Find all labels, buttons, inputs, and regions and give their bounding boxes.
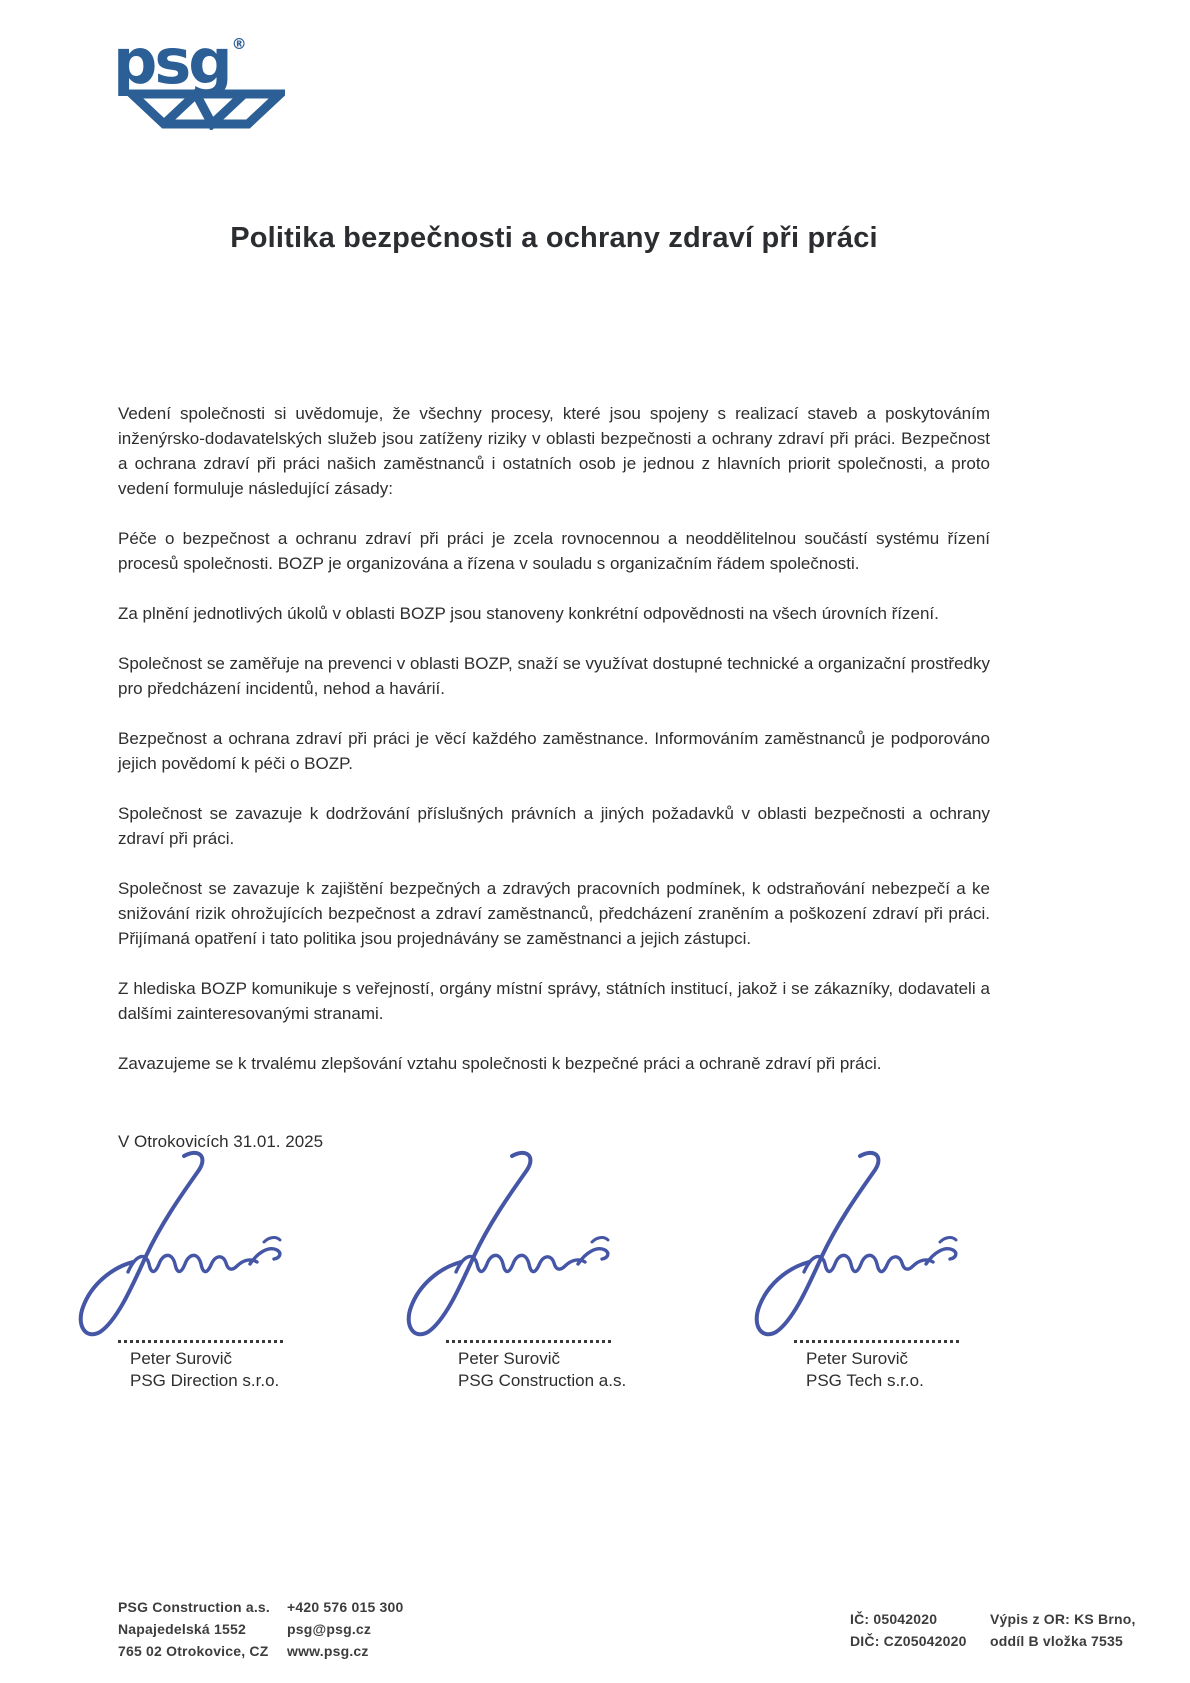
paragraph-intro: Vedení společnosti si uvědomuje, že všechny procesy, které jsou spojeny s realizací staveb a poskytováním inženýrsko-dodavatelských služeb jsou zatíženy riziky v oblasti bezpečnosti a ochrany zdraví při práci. Bezpečnost a ochrana zdraví při práci našich zaměstnanců i ostatních osob je jednou z hlavních priorit společnosti, a proto vedení formuluje následující zásady: (118, 404, 990, 498)
footer-email: psg@psg.cz (287, 1621, 372, 1637)
psg-logo-text: psg (113, 25, 230, 98)
paragraph-responsibilities: Za plnění jednotlivých úkolů v oblasti BOZP jsou stanoveny konkrétní odpovědnosti na všech úrovních řízení. (118, 604, 939, 623)
footer-dic: DIČ: CZ05042020 (850, 1633, 967, 1649)
signer-name: Peter Surovič (458, 1349, 561, 1368)
signer-company: PSG Direction s.r.o. (130, 1371, 280, 1390)
footer-registration-numbers (850, 1608, 967, 1652)
psg-logo-truss-icon (127, 88, 285, 130)
signature-block-psg-construction (408, 1340, 718, 1391)
footer-street: Napajedelská 1552 (118, 1621, 246, 1637)
signer-company: PSG Construction a.s. (458, 1371, 627, 1390)
paragraph-safe-conditions: Společnost se zavazuje k zajištění bezpečných a zdravých pracovních podmínek, k odstraňování nebezpečí a ke snižování rizik ohrožujících bezpečnost a zdraví zaměstnanců, předcházení zraněním a poškození zdraví při práci. Přijímaná opatření i tato politika jsou projednávány se zaměstnanci a jejich zástupci. (118, 879, 990, 948)
footer-website: www.psg.cz (287, 1643, 369, 1659)
handwritten-signature-ink (66, 1144, 301, 1344)
page-title: Politika bezpečnosti a ochrany zdraví při práci (230, 222, 878, 254)
footer-registry-line2: oddíl B vložka 7535 (990, 1633, 1123, 1649)
paragraph-compliance: Společnost se zavazuje k dodržování příslušných právních a jiných požadavků v oblasti bezpečnosti a ochrany zdraví při práci. (118, 804, 990, 848)
psg-logo (113, 25, 293, 130)
policy-body (118, 401, 990, 1154)
date-place-line: V Otrokovicích 31.01. 2025 (118, 1132, 324, 1151)
footer-court-registry (990, 1608, 1136, 1652)
footer-city: 765 02 Otrokovice, CZ (118, 1643, 269, 1659)
signature-block-psg-tech (756, 1340, 1066, 1391)
paragraph-improvement: Zavazujeme se k trvalému zlepšování vztahu společnosti k bezpečné práci a ochraně zdraví při práci. (118, 1054, 882, 1073)
signer-company: PSG Tech s.r.o. (806, 1371, 924, 1390)
handwritten-signature-ink (394, 1144, 629, 1344)
paragraph-care: Péče o bezpečnost a ochranu zdraví při práci je zcela rovnocennou a neoddělitelnou součástí systému řízení procesů společnosti. BOZP je organizována a řízena v souladu s organizačním řádem společnosti. (118, 529, 990, 573)
paragraph-communication: Z hlediska BOZP komunikuje s veřejností, orgány místní správy, státních institucí, jakož i se zákazníky, dodavateli a dalšími zainteresovanými stranami. (118, 979, 990, 1023)
footer-company-address (118, 1596, 270, 1662)
footer-phone: +420 576 015 300 (287, 1599, 404, 1615)
signer-name: Peter Surovič (130, 1349, 233, 1368)
paragraph-prevention: Společnost se zaměřuje na prevenci v oblasti BOZP, snaží se využívat dostupné technické a organizační prostředky pro předcházení incidentů, nehod a havárií. (118, 654, 990, 698)
signature-dotted-line (794, 1340, 959, 1343)
paragraph-awareness: Bezpečnost a ochrana zdraví při práci je věcí každého zaměstnance. Informováním zaměstnanců je podporováno jejich povědomí k péči o BOZP. (118, 729, 990, 773)
registered-trademark-symbol: ® (231, 35, 247, 53)
handwritten-signature-ink (742, 1144, 977, 1344)
psg-logo-wordmark (113, 25, 293, 98)
signer-name: Peter Surovič (806, 1349, 909, 1368)
footer-ic: IČ: 05042020 (850, 1611, 938, 1627)
footer-contact (287, 1596, 403, 1662)
footer-registry-line1: Výpis z OR: KS Brno, (990, 1611, 1136, 1627)
signature-dotted-line (446, 1340, 611, 1343)
signature-dotted-line (118, 1340, 283, 1343)
signature-block-psg-direction (80, 1340, 390, 1391)
footer-company-name: PSG Construction a.s. (118, 1599, 270, 1615)
